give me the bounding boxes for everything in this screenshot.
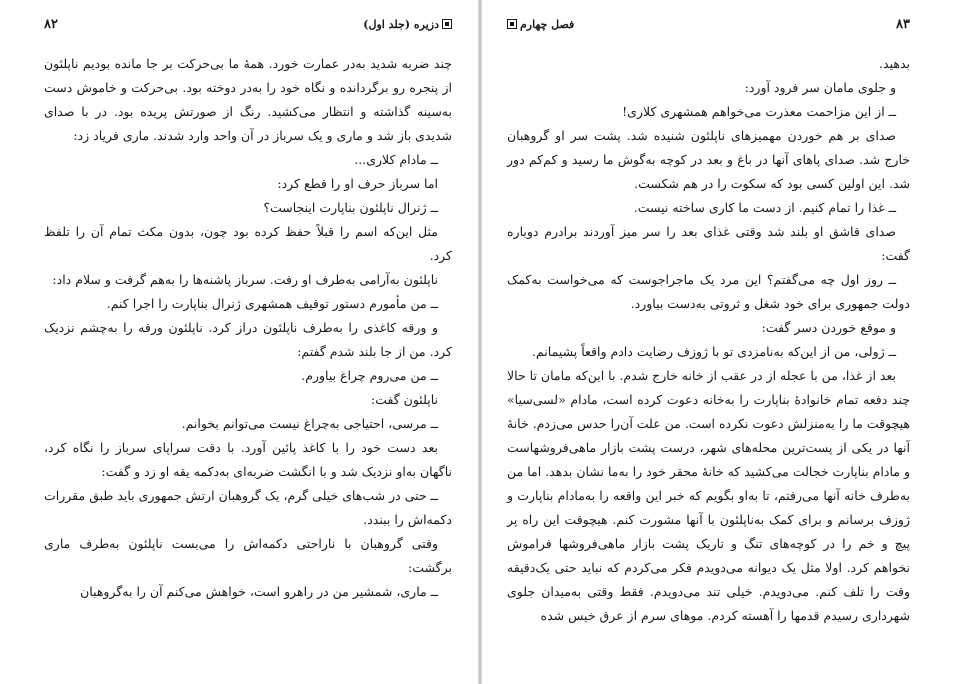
left-page-number: ۸۲	[44, 16, 58, 32]
paragraph: و ورقه کاغذی را به‌طرف ناپلئون دراز کرد. ناپلئون ورقه را به‌چشم نزدیک کرد. من از جا بلند شدم گفتم:	[44, 320, 452, 359]
paragraph: صدای قاشق او بلند شد وقتی غذای بعد را سر میز آوردند برادرم دوباره گفت:	[507, 224, 910, 263]
paragraph: ــ من مأمورم دستور توقیف همشهری ژنرال بناپارت را اجرا کنم.	[106, 296, 438, 311]
paragraph: مثل این‌که اسم را قبلاً حفظ کرده بود چون، بدون مکث تمام آن را تلفظ کرد.	[44, 224, 452, 263]
paragraph: اما سرباز حرف او را قطع کرد:	[277, 176, 438, 191]
left-page	[0, 0, 470, 684]
right-page	[487, 0, 957, 684]
left-header-title	[363, 18, 452, 31]
paragraph: ــ ژولی، من از این‌که به‌نامزدی تو با ژوزف رضایت دادم واقعاً پشیمانم.	[532, 344, 896, 359]
paragraph: صدای بر هم خوردن مهمیزهای ناپلئون شنیده شد. پشت سر او گروهبان خارج شد. صدای پاهای آنها در باغ و بعد در کوچه به‌گوش ما رسید و کم‌کم دور شد. این اولین کسی بود که سکوت را در هم شکست.	[507, 128, 910, 191]
paragraph: ــ مرسی، احتیاجی به‌چراغ نیست می‌توانم بخوانم.	[181, 416, 438, 431]
paragraph: ــ ژنرال ناپلئون بناپارت اینجاست؟	[263, 200, 438, 215]
book-gutter	[478, 0, 482, 684]
paragraph: ــ حتی در شب‌های خیلی گرم، یک گروهبان ارتش جمهوری باید طبق مقررات دکمه‌اش را ببندد.	[44, 488, 452, 527]
square-ornament-icon	[507, 19, 517, 29]
paragraph: وقتی گروهبان با ناراحتی دکمه‌اش را می‌بست ناپلئون به‌طرف ماری برگشت:	[44, 536, 452, 575]
left-header-title-text: دزیره (جلد اول)	[363, 17, 439, 31]
paragraph: ــ روز اول چه می‌گفتم؟ این مرد یک ماجراجوست که می‌خواست به‌کمک دولت جمهوری برای خود شغل و ثروتی به‌دست بیاورد.	[507, 272, 910, 311]
paragraph: ناپلئون به‌آرامی به‌طرف او رفت. سرباز پاشنه‌ها را به‌هم گرفت و سلام داد:	[52, 272, 438, 287]
paragraph: و موقع خوردن دسر گفت:	[761, 320, 896, 335]
paragraph: بعد دست خود را با کاغذ پائین آورد. با دقت سراپای سرباز را نگاه کرد، ناگهان به‌او نزدیک شد و با انگشت ضربه‌ای به‌دکمه یقه او زد و گفت:	[44, 440, 452, 479]
paragraph: بدهید.	[879, 56, 910, 71]
paragraph: ــ من می‌روم چراغ بیاورم.	[301, 368, 438, 383]
left-page-body	[44, 52, 452, 604]
right-header-title-text: فصل چهارم	[520, 17, 575, 31]
right-header-title	[507, 18, 574, 31]
square-ornament-icon	[442, 19, 452, 29]
paragraph: ــ از این مزاحمت معذرت می‌خواهم همشهری کلاری!	[622, 104, 896, 119]
paragraph: ناپلئون گفت:	[370, 392, 438, 407]
paragraph: بعد از غذا، من با عجله از در عقب از خانه خارج شدم. با این‌که مامان تا حالا چند دفعه تمام خانوادهٔ بناپارت را به‌خانه دعوت کرده است، مادام «لسی‌سیا» هیچوقت ما را به‌منزلش دعوت نکرده است. من علت آن‌را حدس می‌زدم. خانهٔ آنها در یکی از پست‌ترین محله‌های شهر، درست پشت بازار ماهی‌فروشهاست و مادام بناپارت خجالت می‌کشید که خانهٔ محقر خود را به‌ما نشان بدهد. اما من به‌طرف خانه آنها می‌رفتم، تا به‌او بگویم که خبر این واقعه را به‌مادام بناپارت و ژوزف برسانم و برای کمک به‌ناپلئون با آنها مشورت کنم. هیچوقت این راه پر پیچ و خم را در کوچه‌های تنگ و تاریک پشت بازار ماهی‌فروشها فراموش نخواهم کرد. اولا مثل یک دیوانه می‌دویدم فکر می‌کردم که نباید حتی یک‌دقیقه وقت را تلف کنم. می‌دویدم. خیلی تند می‌دویدم. فقط وقتی به‌میدان جلوی شهرداری رسیدم قدمها را آهسته کردم. موهای سرم از عرق خیس شده	[507, 368, 910, 623]
paragraph: چند ضربه شدید به‌در عمارت خورد. همهٔ ما بی‌حرکت بر جا مانده بودیم ناپلئون از پنجره رو برگردانده و نگاه خود را به‌در دوخته بود. بی‌حرکت و خاموش دست به‌سینه گذاشته و انتظار می‌کشید. رنگ از صورتش پریده بود. در با صدای شدیدی باز شد و ماری و یک سرباز در آن واحد وارد شدند. ماری فریاد زد:	[44, 56, 452, 143]
paragraph: و جلوی مامان سر فرود آورد:	[744, 80, 896, 95]
paragraph: ــ مادام کلاری...	[354, 152, 438, 167]
right-page-header	[507, 16, 910, 32]
paragraph: ــ غذا را تمام کنیم. از دست ما کاری ساخته نیست.	[633, 200, 896, 215]
right-page-number: ۸۳	[896, 16, 910, 32]
paragraph: ــ ماری، شمشیر من در راهرو است، خواهش می‌کنم آن را به‌گروهبان	[80, 584, 438, 599]
right-page-body	[507, 52, 910, 628]
left-page-header	[44, 16, 452, 32]
